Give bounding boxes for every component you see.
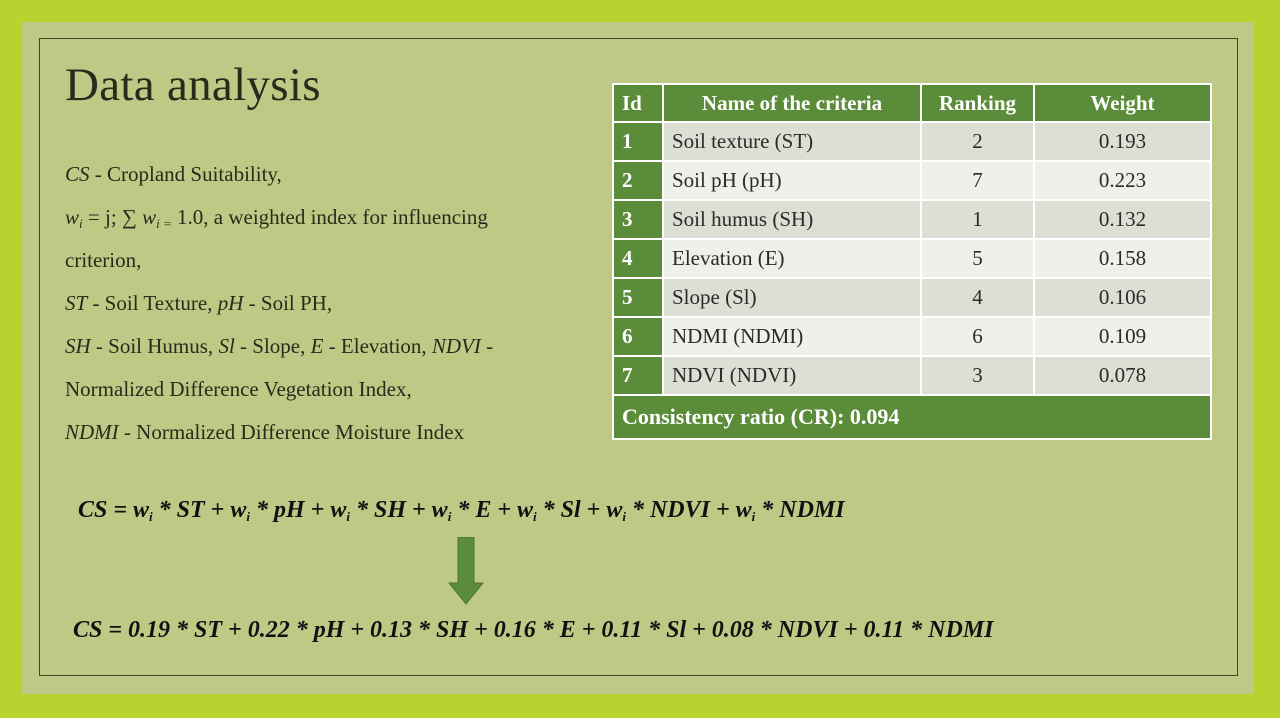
ndvi-text: - xyxy=(480,334,494,358)
definition-cs xyxy=(65,153,585,196)
formula-part: * NDVI + w xyxy=(625,497,752,523)
cell-ranking: 2 xyxy=(921,122,1034,161)
ndmi-text: - Normalized Difference Moisture Index xyxy=(118,420,465,444)
cell-name: Soil humus (SH) xyxy=(663,200,921,239)
formula-general xyxy=(78,497,845,524)
formula-numeric: CS = 0.19 * ST + 0.22 * pH + 0.13 * SH + 0.16 * E + 0.11 * Sl + 0.08 * NDVI + 0.11 * NDMI xyxy=(73,617,994,643)
sh-abbr: SH xyxy=(65,334,91,358)
down-arrow-icon xyxy=(448,537,484,605)
st-text: - Soil Texture, xyxy=(87,291,218,315)
table-header-row xyxy=(613,84,1211,122)
formula-part: * SH + w xyxy=(349,497,448,523)
table-row xyxy=(613,122,1211,161)
cell-weight: 0.109 xyxy=(1034,317,1211,356)
header-id: Id xyxy=(613,84,663,122)
cell-weight: 0.132 xyxy=(1034,200,1211,239)
formula-subscript: i xyxy=(622,509,626,524)
cell-id: 7 xyxy=(613,356,663,395)
w-subscript-2: i = xyxy=(156,216,172,231)
formula-subscript: i xyxy=(447,509,452,524)
cell-name: NDVI (NDVI) xyxy=(663,356,921,395)
cell-id: 4 xyxy=(613,239,663,278)
cell-weight: 0.158 xyxy=(1034,239,1211,278)
table-row xyxy=(613,356,1211,395)
formula-subscript: i xyxy=(246,509,250,524)
header-ranking: Ranking xyxy=(921,84,1034,122)
formula-part: * pH + w xyxy=(250,497,347,523)
w-symbol: w xyxy=(65,205,80,229)
cell-id: 3 xyxy=(613,200,663,239)
ndmi-abbr: NDMI xyxy=(65,420,119,444)
definition-weight-cont: criterion, xyxy=(65,248,142,272)
cell-weight: 0.078 xyxy=(1034,356,1211,395)
ph-text: - Soil PH, xyxy=(243,291,333,315)
cell-ranking: 6 xyxy=(921,317,1034,356)
formula-subscript: i xyxy=(533,509,537,524)
cell-weight: 0.193 xyxy=(1034,122,1211,161)
formula-subscript: i xyxy=(346,509,350,524)
page-title: Data analysis xyxy=(65,59,321,111)
formula-part: CS = w xyxy=(78,497,150,523)
formula-subscript: i xyxy=(751,509,756,524)
definition-ndvi-full: Normalized Difference Vegetation Index, xyxy=(65,377,412,401)
cell-name: Slope (Sl) xyxy=(663,278,921,317)
cell-weight: 0.223 xyxy=(1034,161,1211,200)
cs-abbr: CS xyxy=(65,162,90,186)
definition-st-ph xyxy=(65,282,585,325)
sl-text: - Slope, xyxy=(234,334,311,358)
header-weight: Weight xyxy=(1034,84,1211,122)
cell-id: 1 xyxy=(613,122,663,161)
cell-ranking: 4 xyxy=(921,278,1034,317)
cell-name: NDMI (NDMI) xyxy=(663,317,921,356)
w-symbol-2: w xyxy=(142,205,157,229)
ndvi-abbr: NDVI xyxy=(431,334,481,358)
st-abbr: ST xyxy=(65,291,88,315)
cell-id: 2 xyxy=(613,161,663,200)
table-footer-row xyxy=(613,395,1211,439)
definition-sh-sl-e xyxy=(65,325,585,368)
cell-id: 6 xyxy=(613,317,663,356)
header-name: Name of the criteria xyxy=(663,84,921,122)
ph-abbr: pH xyxy=(217,291,244,315)
e-text: - Elevation, xyxy=(323,334,432,358)
definition-weight xyxy=(65,196,585,239)
sh-text: - Soil Humus, xyxy=(90,334,219,358)
definitions-block xyxy=(65,153,585,454)
w-subscript: i xyxy=(79,216,83,231)
cell-weight: 0.106 xyxy=(1034,278,1211,317)
cs-text: - Cropland Suitability, xyxy=(89,162,282,186)
cell-id: 5 xyxy=(613,278,663,317)
sl-abbr: Sl xyxy=(218,334,235,358)
cell-ranking: 7 xyxy=(921,161,1034,200)
table-row xyxy=(613,317,1211,356)
cell-name: Soil texture (ST) xyxy=(663,122,921,161)
table-row xyxy=(613,161,1211,200)
w-equals: = j; ∑ xyxy=(82,205,143,229)
definition-ndmi xyxy=(65,411,585,454)
formula-part: * NDMI xyxy=(755,497,845,523)
cell-ranking: 1 xyxy=(921,200,1034,239)
criteria-table xyxy=(612,83,1212,440)
cell-ranking: 3 xyxy=(921,356,1034,395)
cell-ranking: 5 xyxy=(921,239,1034,278)
formula-part: * Sl + w xyxy=(536,497,623,523)
cell-name: Soil pH (pH) xyxy=(663,161,921,200)
formula-subscript: i xyxy=(149,509,153,524)
table-row xyxy=(613,239,1211,278)
formula-part: * E + w xyxy=(451,497,534,523)
cell-name: Elevation (E) xyxy=(663,239,921,278)
w-description: 1.0, a weighted index for influencing xyxy=(171,205,488,229)
table-row xyxy=(613,200,1211,239)
formula-part: * ST + w xyxy=(152,497,247,523)
table-row xyxy=(613,278,1211,317)
consistency-ratio: Consistency ratio (CR): 0.094 xyxy=(613,395,1211,439)
slide xyxy=(22,22,1254,694)
e-abbr: E xyxy=(310,334,324,358)
